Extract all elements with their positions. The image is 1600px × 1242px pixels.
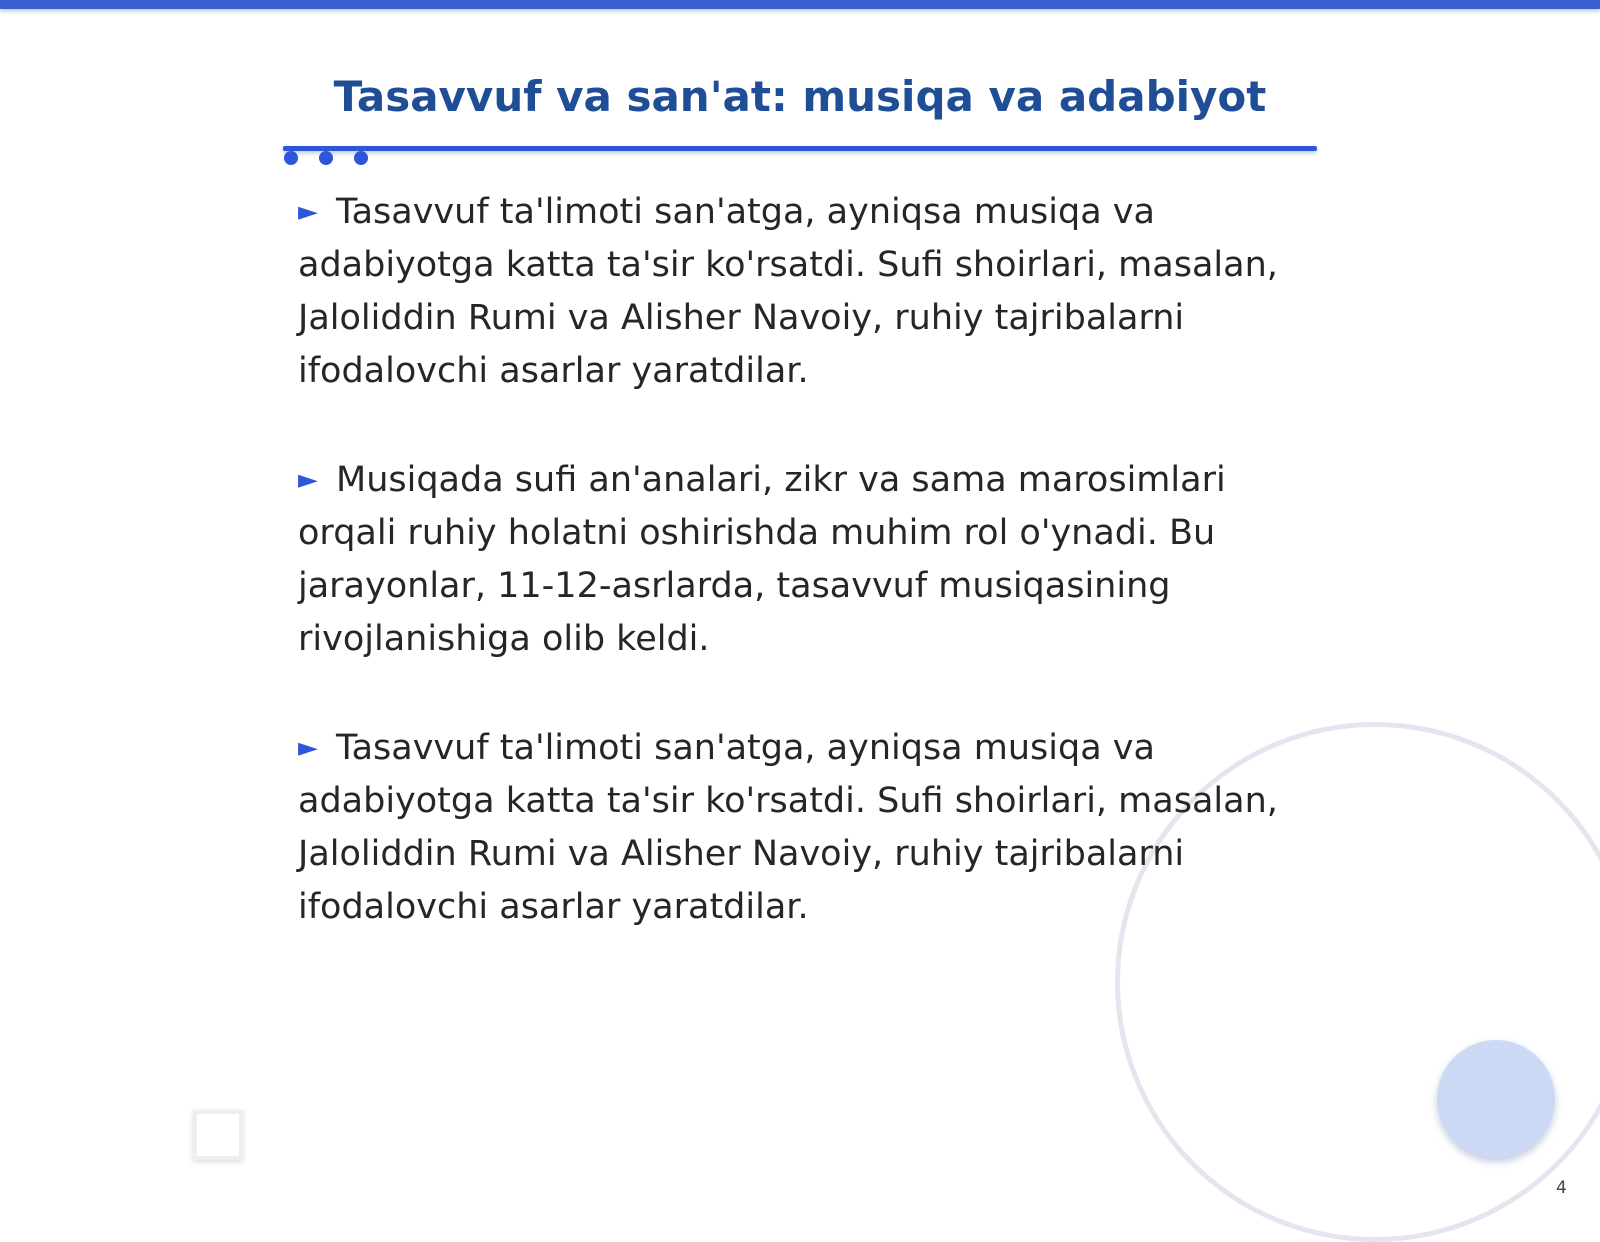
decorative-dot (354, 151, 368, 165)
bullet-paragraph (298, 454, 1318, 666)
page-number: 4 (1556, 1178, 1567, 1198)
triangle-bullet-icon: ► (298, 733, 318, 763)
title-underline (283, 146, 1317, 151)
decorative-dot (319, 151, 333, 165)
triangle-bullet-icon: ► (298, 197, 318, 227)
bullet-paragraph (298, 186, 1318, 398)
decorative-dot (284, 151, 298, 165)
bullet-list (298, 186, 1318, 990)
slide-title: Tasavvuf va san'at: musiqa va adabiyot (333, 72, 1267, 121)
decorative-circle (1437, 1040, 1555, 1158)
paragraph-text: Musiqada sufi an'analari, zikr va sama marosimlari orqali ruhiy holatni oshirishda muhim rol o'ynadi. Bu jarayonlar, 11-12-asrlarda, tasavvuf musiqasining rivojlanishiga olib keldi. (298, 460, 1226, 659)
triangle-bullet-icon: ► (298, 465, 318, 495)
paragraph-text: Tasavvuf ta'limoti san'atga, ayniqsa musiqa va adabiyotga katta ta'sir ko'rsatdi. Sufi shoirlari, masalan, Jaloliddin Rumi va Alisher Navoiy, ruhiy tajribalarni ifodalovchi asarlar yaratdilar. (298, 192, 1278, 391)
decorative-square (193, 1110, 243, 1160)
bullet-paragraph (298, 722, 1318, 934)
top-accent-bar (0, 0, 1600, 9)
paragraph-text: Tasavvuf ta'limoti san'atga, ayniqsa musiqa va adabiyotga katta ta'sir ko'rsatdi. Sufi shoirlari, masalan, Jaloliddin Rumi va Alisher Navoiy, ruhiy tajribalarni ifodalovchi asarlar yaratdilar. (298, 728, 1278, 927)
